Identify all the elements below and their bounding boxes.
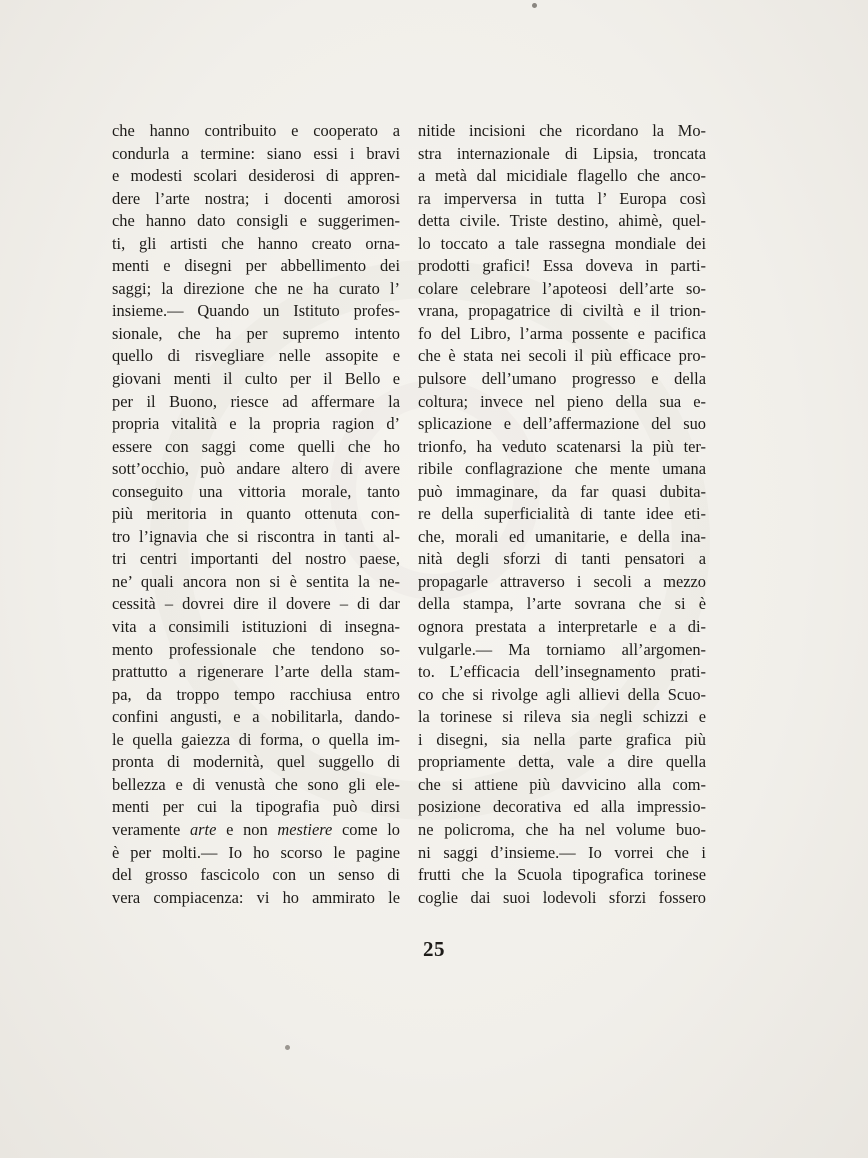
text-line: confini angusti, e a nobilitarla, dando-: [112, 707, 400, 727]
text-line: saggi; la direzione che ne ha curato l’: [112, 278, 400, 298]
text-line: nità degli sforzi di tanti pensatori a: [418, 549, 706, 569]
text-line: propriamente detta, vale a dire quella: [418, 752, 706, 772]
page-number: 25: [423, 937, 445, 961]
text-line: dere l’arte nostra; i docenti amorosi: [112, 188, 400, 208]
text-line: bellezza e di venustà che sono gli ele-: [112, 774, 400, 794]
text-line: to. L’efficacia dell’insegnamento prati-: [418, 662, 706, 682]
text-line: a metà dal micidiale flagello che anco-: [418, 166, 706, 186]
text-line: mento professionale che tendono so-: [112, 639, 400, 659]
text-line: coglie dai suoi lodevoli sforzi fossero: [418, 887, 706, 907]
text-line: re della superficialità di tante idee eti-: [418, 504, 706, 524]
text-line: pa, da troppo tempo racchiusa entro: [112, 684, 400, 704]
text-line: prodotti grafici! Essa doveva in parti-: [418, 256, 706, 276]
text-line: quello di risvegliare nelle assopite e: [112, 346, 400, 366]
text-line: sionale, che ha per supremo intento: [112, 323, 400, 343]
text-line: insieme.— Quando un Istituto profes-: [112, 301, 400, 321]
text-line: posizione decorativa ed alla impressio-: [418, 797, 706, 817]
text-line: pronta di modernità, quel suggello di: [112, 752, 400, 772]
text-line: nitide incisioni che ricordano la Mo-: [418, 121, 706, 140]
paper-speck: [285, 1045, 290, 1050]
text-line: condurla a termine: siano essi i bravi: [112, 143, 400, 163]
text-line: la torinese si rileva sia negli schizzi e: [418, 707, 706, 727]
text-line: menti per cui la tipografia può dirsi: [112, 797, 400, 817]
left-text-column: [112, 120, 400, 909]
text-line: coltura; invece nel pieno della sua e-: [418, 391, 706, 411]
text-line: prattutto a rigenerare l’arte della stam-: [112, 662, 400, 682]
text-line: che hanno contribuito e cooperato a: [112, 121, 400, 140]
paper-speck: [532, 3, 537, 8]
text-line: lo toccato a tale rassegna mondiale dei: [418, 233, 706, 253]
text-line: tro l’ignavia che si riscontra in tanti al-: [112, 526, 400, 546]
text-line: che, morali ed umanitarie, e della ina-: [418, 526, 706, 546]
text-line: stra internazionale di Lipsia, troncata: [418, 143, 706, 163]
text-line: ne’ quali ancora non si è sentita la ne-: [112, 571, 400, 591]
text-line: frutti che la Scuola tipografica torinese: [418, 865, 706, 885]
text-line: fo del Libro, l’arma possente e pacifica: [418, 323, 706, 343]
text-line: e modesti scolari desiderosi di appren-: [112, 166, 400, 186]
text-line: vera compiacenza: vi ho ammirato le: [112, 887, 400, 907]
text-line: che è stata nei secoli il più efficace pro-: [418, 346, 706, 366]
text-line: vulgarle.— Ma torniamo all’argomen-: [418, 639, 706, 659]
text-line: propagarle attraverso i secoli a mezzo: [418, 571, 706, 591]
text-line: splicazione e dell’affermazione del suo: [418, 414, 706, 434]
text-line: pulsore dell’umano progresso e della: [418, 369, 706, 389]
italic-word: mestiere: [277, 819, 333, 839]
text-line: che si attiene più davvicino alla com-: [418, 774, 706, 794]
text-line: del grosso fascicolo con un senso di: [112, 865, 400, 885]
text-line: tri centri importanti del nostro paese,: [112, 549, 400, 569]
text-line: vita a consimili istituzioni di insegna-: [112, 617, 400, 637]
text-line: ribile conflagrazione che mente umana: [418, 459, 706, 479]
text-line: trionfo, ha veduto scatenarsi la più ter-: [418, 436, 706, 456]
text-line: ra imperversa in tutta l’ Europa così: [418, 188, 706, 208]
text-line: vrana, propagatrice di civiltà e il trion-: [418, 301, 706, 321]
italic-word: arte: [189, 819, 217, 839]
text-line: menti e disegni per abbellimento dei: [112, 256, 400, 276]
text-line: propria vitalità e la propria ragion d’: [112, 414, 400, 434]
text-line: cessità – dovrei dire il dovere – di dar: [112, 594, 400, 614]
text-line: essere con saggi come quelli che ho: [112, 436, 400, 456]
text-line: co che si rivolge agli allievi della Scuo-: [418, 684, 706, 704]
text-line: conseguito una vittoria morale, tanto: [112, 481, 400, 501]
text-line: detta civile. Triste destino, ahimè, quel-: [418, 211, 706, 231]
text-line: per il Buono, riesce ad affermare la: [112, 391, 400, 411]
text-line: i disegni, sia nella parte grafica più: [418, 729, 706, 749]
text-line: giovani menti il culto per il Bello e: [112, 369, 400, 389]
text-line: può immaginare, da far quasi dubita-: [418, 481, 706, 501]
text-line: della stampa, l’arte sovrana che si è: [418, 594, 706, 614]
text-line: ne policroma, che ha nel volume buo-: [418, 819, 706, 839]
text-line: colare celebrare l’apoteosi dell’arte so-: [418, 278, 706, 298]
text-line: è per molti.— Io ho scorso le pagine: [112, 842, 400, 862]
text-line: che hanno dato consigli e suggerimen-: [112, 211, 400, 231]
text-line: le quella gaiezza di forma, o quella im-: [112, 729, 400, 749]
text-line: ognora prestata a interpretarle e a di-: [418, 617, 706, 637]
text-line: ti, gli artisti che hanno creato orna-: [112, 233, 400, 253]
text-line: veramente arte e non mestiere come lo: [112, 819, 400, 839]
text-line: ni saggi d’insieme.— Io vorrei che i: [418, 842, 706, 862]
text-line: più meritoria in quanto ottenuta con-: [112, 504, 400, 524]
text-line: sott’occhio, può andare altero di avere: [112, 459, 400, 479]
right-text-column: [418, 120, 706, 909]
